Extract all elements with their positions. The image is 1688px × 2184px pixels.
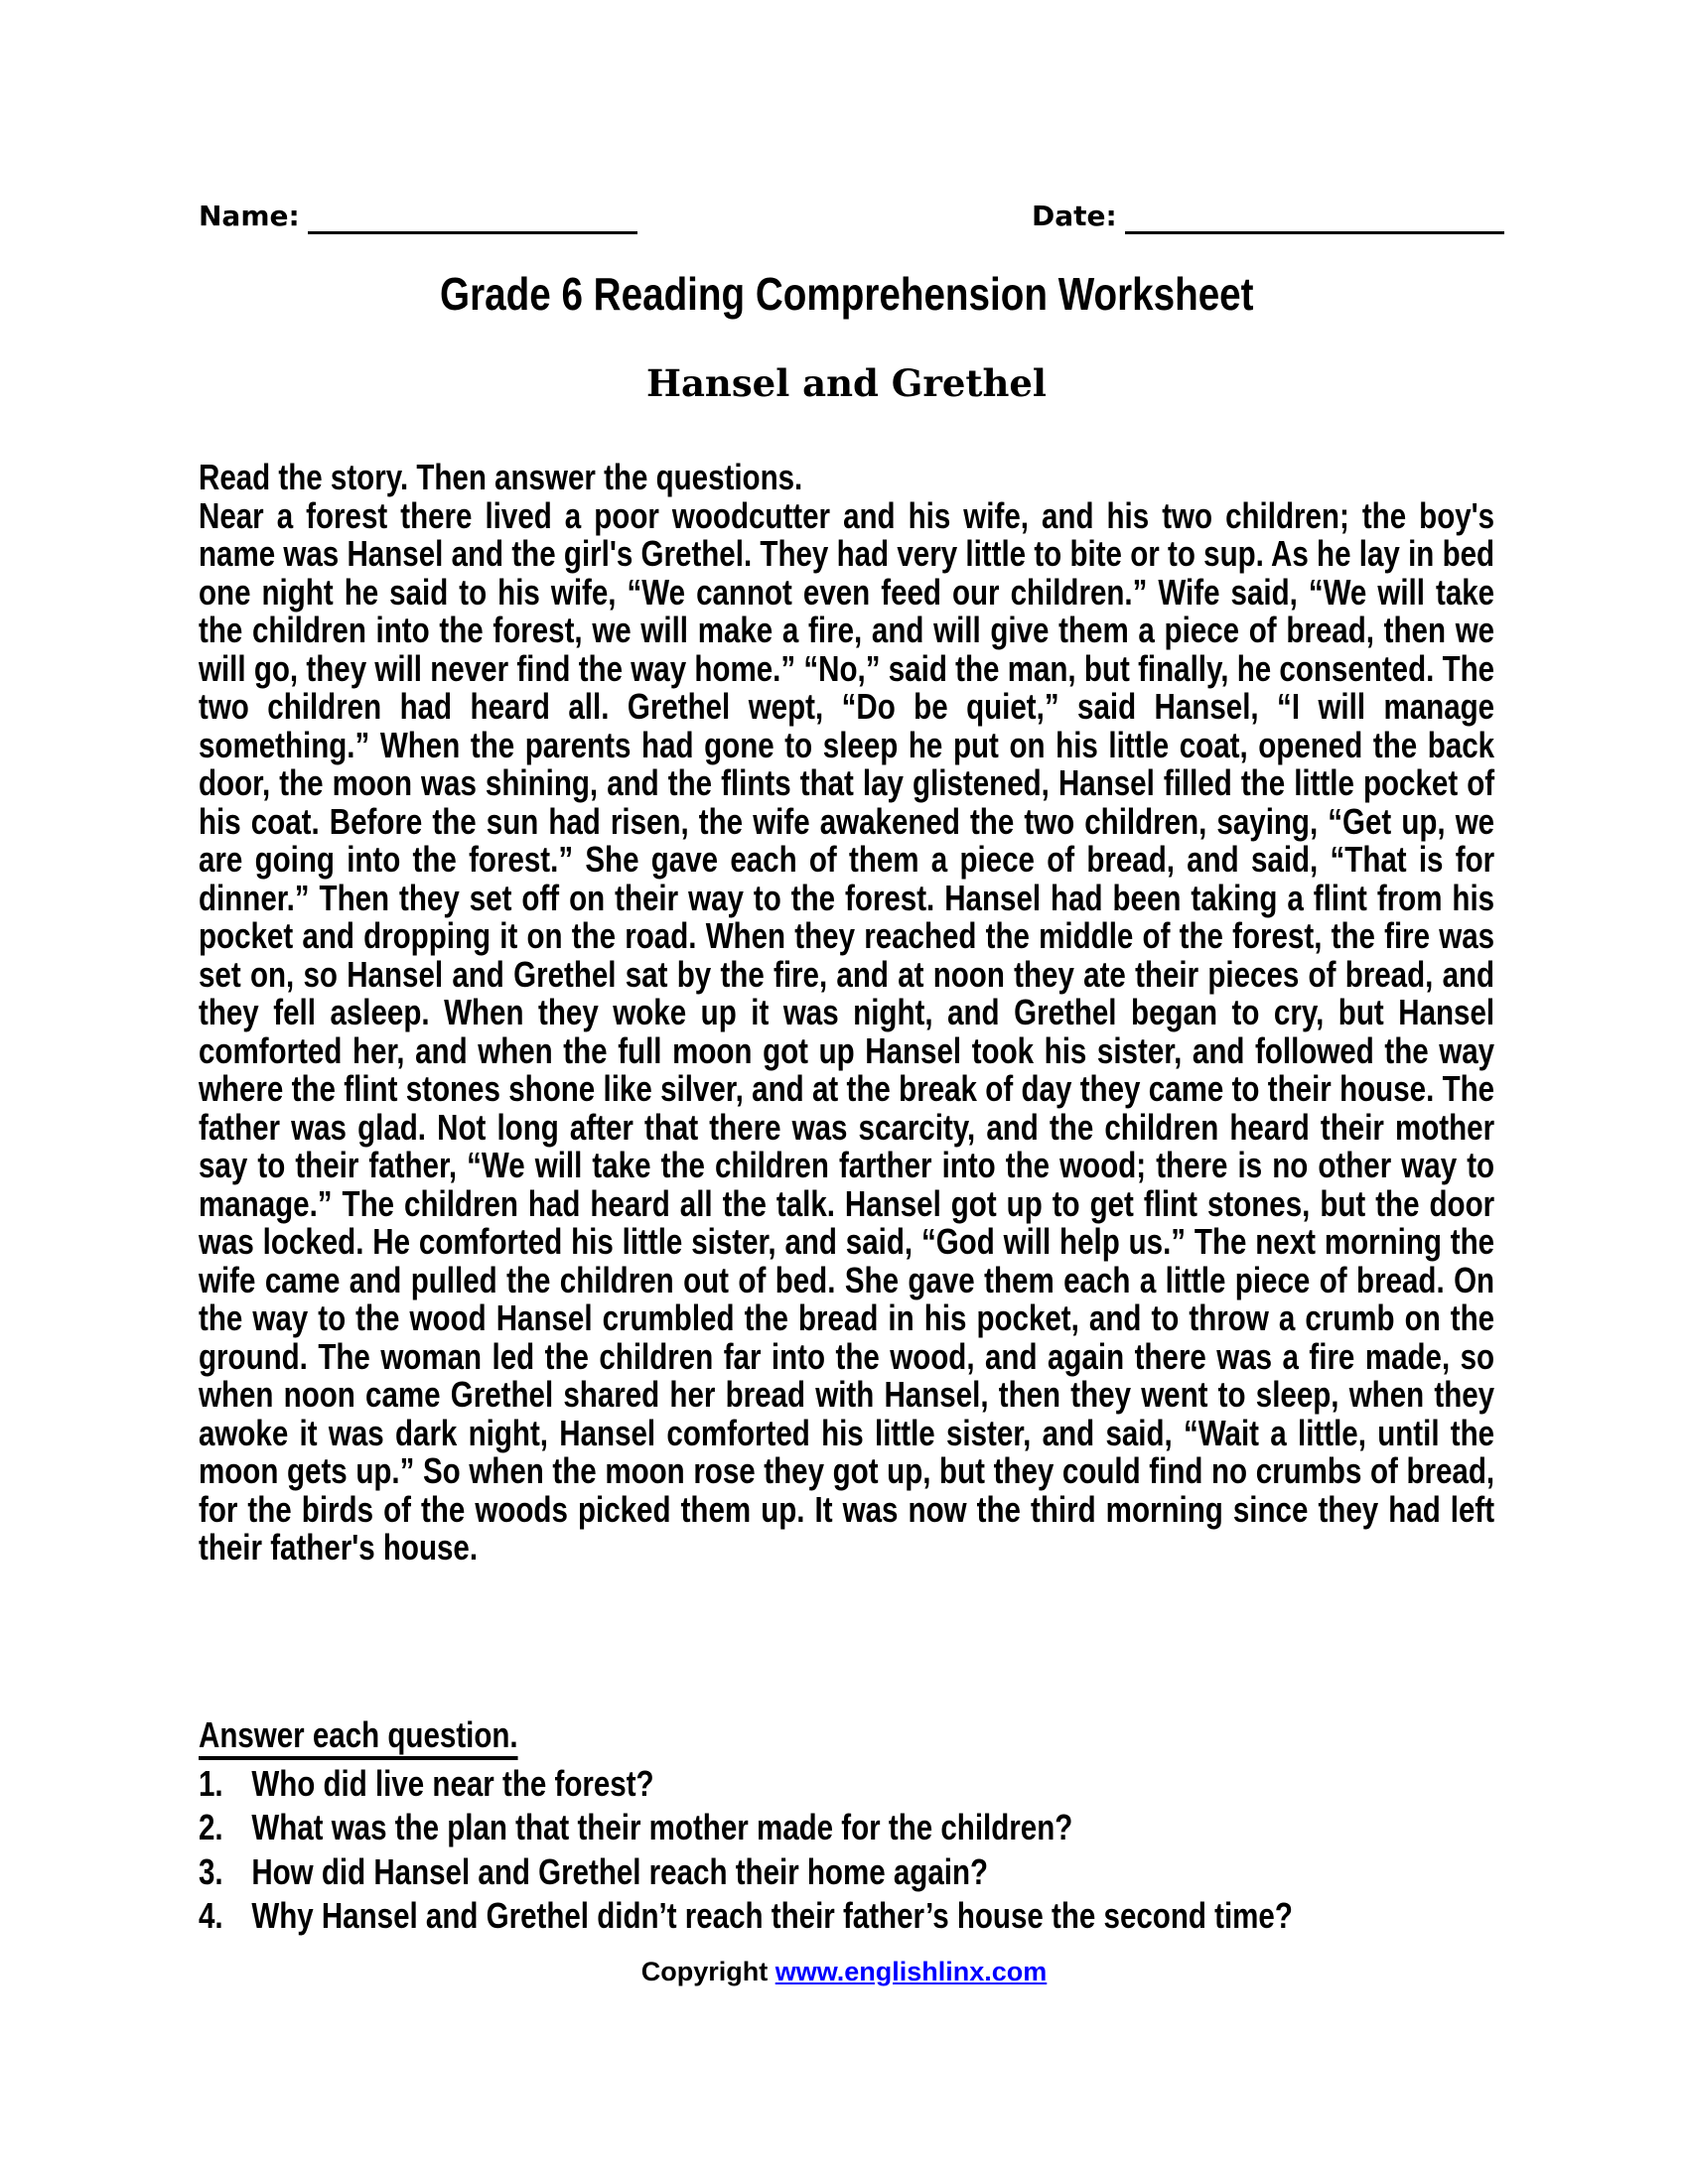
question-item [199, 1809, 1494, 1847]
question-text: What was the plan that their mother made for the children? [251, 1807, 1073, 1847]
title-row [199, 268, 1494, 320]
question-text: Who did live near the forest? [251, 1762, 654, 1804]
question-text: Why Hansel and Grethel didn’t reach their father’s house the second time? [251, 1895, 1293, 1936]
copyright-link[interactable]: www.englishlinx.com [774, 1957, 1048, 1986]
question-item [199, 1762, 1494, 1804]
questions-header: Answer each question. [199, 1716, 518, 1760]
story-section [199, 459, 1494, 1568]
copyright-label: Copyright [640, 1957, 769, 1986]
subtitle-row [199, 360, 1494, 406]
story-text: Near a forest there lived a poor woodcutter and his wife, and his two children; the boy's name was Hansel and the girl's Grethel. They had very little to bite or to sup. As he lay in bed one night he said to his wife, “We cannot even feed our children.” Wife said, “We will take the children into the forest, we will make a fire, and will give them a piece of bread, then we will go, they will never find the way home.” “No,” said the man, but finally, he consented. The two children had heard all. Grethel wept, “Do be quiet,” said Hansel, “I will manage something.” When the parents had gone to sleep he put on his little coat, opened the back door, the moon was shining, and the flints that lay glistened, Hansel filled the little pocket of his coat. Before the sun had risen, the wife awakened the two children, saying, “Get up, we are going into the forest.” She gave each of them a piece of bread, and said, “That is for dinner.” Then they set off on their way to the forest. Hansel had been taking a flint from his pocket and dropping it on the road. When they reached the middle of the forest, the fire was set on, so Hansel and Grethel sat by the fire, and at noon they ate their pieces of bread, and they fell asleep. When they woke up it was night, and Grethel began to cry, but Hansel comforted her, and when the full moon got up Hansel took his sister, and followed the way where the flint stones shone like silver, and at the break of day they came to their house. The father was glad. Not long after that there was scarcity, and the children heard their mother say to their father, “We will take the children farther into the wood; there is no other way to manage.” The children had heard all the talk. Hansel got up to get flint stones, but the door was locked. He comforted his little sister, and said, “God will help us.” The next morning the wife came and pulled the children out of bed. She gave them each a little piece of bread. On the way to the wood Hansel crumbled the bread in his pocket, and to throw a crumb on the ground. The woman led the children far into the wood, and again there was a fire made, so when noon came Grethel shared her bread with Hansel, then they went to sleep, when they awoke it was dark night, Hansel comforted his little sister, and said, “Wait a little, until the moon gets up.” So when the moon rose they got up, but they could find no crumbs of bread, for the birds of the woods picked them up. It was now the third morning since they had left their father's house. [199, 494, 1495, 1568]
footer [0, 1954, 1688, 1989]
question-text: How did Hansel and Grethel reach their home again? [251, 1850, 989, 1892]
date-field [1032, 199, 1504, 234]
question-number: 4. [199, 1895, 223, 1936]
question-number: 1. [199, 1762, 223, 1804]
question-item [199, 1897, 1494, 1936]
question-number: 3. [199, 1850, 223, 1892]
questions-section [199, 1716, 1494, 1942]
name-label: Name: [199, 200, 300, 232]
question-item [199, 1850, 1494, 1892]
name-blank-line [308, 202, 637, 234]
page-title: Grade 6 Reading Comprehension Worksheet [439, 268, 1254, 320]
date-blank-line [1125, 202, 1504, 234]
instructions: Read the story. Then answer the questions. [199, 457, 803, 497]
story-title: Hansel and Grethel [646, 361, 1047, 405]
question-number: 2. [199, 1807, 223, 1847]
name-field [199, 199, 637, 234]
date-label: Date: [1032, 200, 1117, 232]
